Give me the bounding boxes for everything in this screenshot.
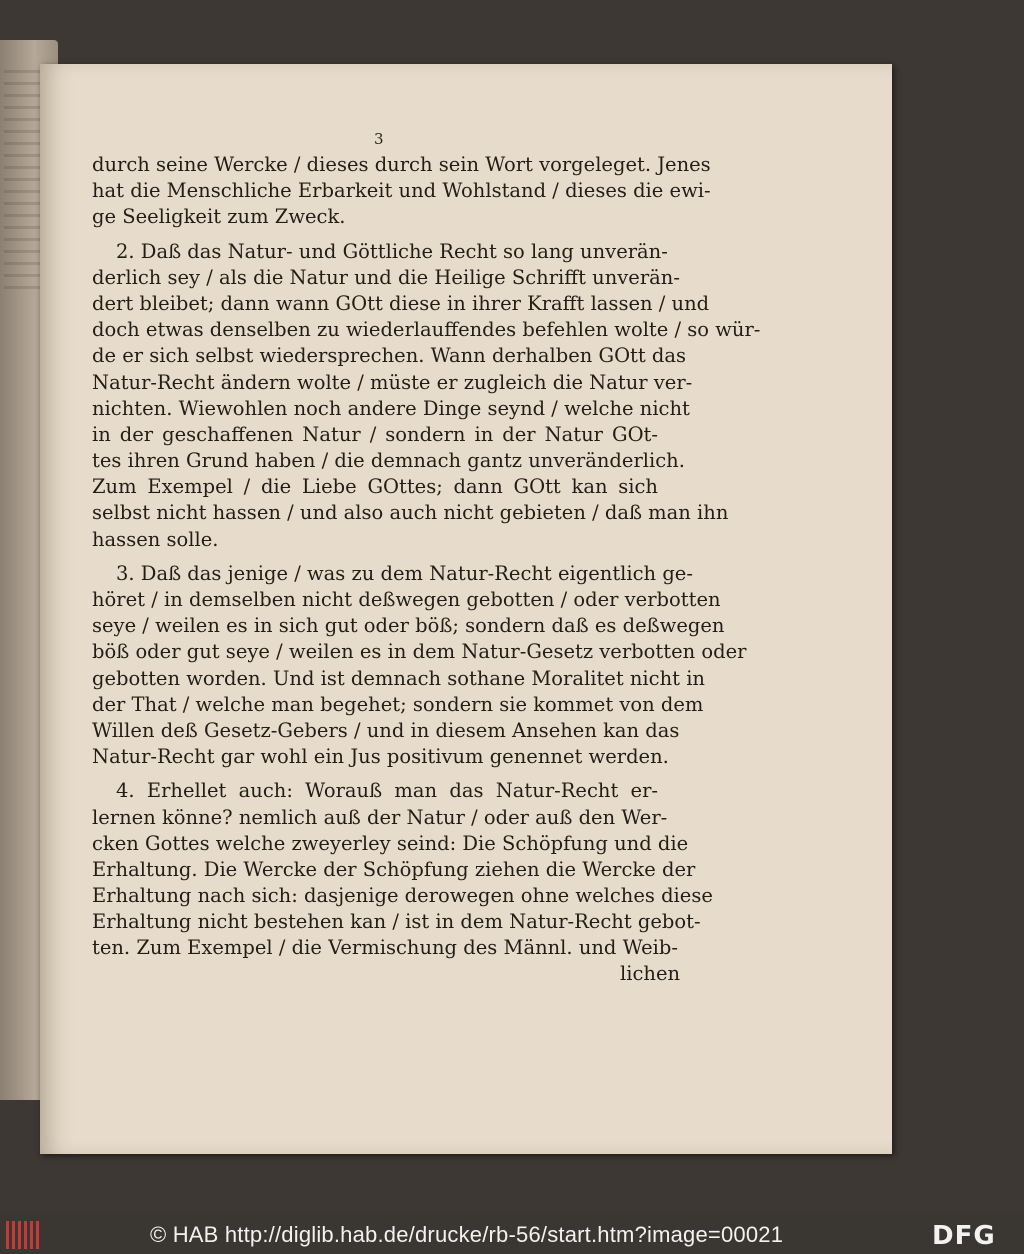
- text-line: Natur-Recht gar wohl ein Jus positivum genennet werden.: [92, 745, 669, 769]
- text-line: Erhaltung. Die Wercke der Schöpfung ziehen die Wercke der: [92, 857, 696, 881]
- dfg-logo: DFG: [932, 1221, 996, 1251]
- text-line: nichten. Wiewohlen noch andere Dinge seynd / welche nicht: [92, 396, 690, 420]
- catchword: lichen: [620, 962, 681, 985]
- text-line: seye / weilen es in sich gut oder böß; sondern daß es deßwegen: [92, 614, 725, 638]
- text-line: durch seine Wercke / dieses durch sein Wort vorgeleget. Jenes: [92, 153, 711, 176]
- text-line: ge Seeligkeit zum Zweck.: [92, 205, 346, 229]
- text-line: selbst nicht hassen / und also auch nicht gebieten / daß man ihn: [92, 501, 729, 525]
- text-line: cken Gottes welche zweyerley seind: Die Schöpfung und die: [92, 831, 689, 855]
- book-page: [40, 64, 892, 1154]
- text-line: Erhaltung nach sich: dasjenige derowegen ohne welches diese: [92, 884, 713, 908]
- page-number: 3: [374, 130, 384, 148]
- text-line: ten. Zum Exempel / die Vermischung des Männl. und Weib-: [92, 936, 678, 960]
- text-line: böß oder gut seye / weilen es in dem Natur-Gesetz verbotten oder: [92, 640, 747, 664]
- text-line: in der geschaffenen Natur / sondern in der Natur GOt-: [92, 422, 658, 446]
- text-line: tes ihren Grund haben / die demnach gantz unveränderlich.: [92, 449, 685, 473]
- text-line: 3. Daß das jenige / was zu dem Natur-Recht eigentlich ge-: [116, 561, 693, 585]
- text-line: 2. Daß das Natur- und Göttliche Recht so lang unverän-: [116, 239, 668, 263]
- text-line: de er sich selbst wiedersprechen. Wann derhalben GOtt das: [92, 344, 687, 368]
- text-line: lernen könne? nemlich auß der Natur / oder auß den Wer-: [92, 805, 668, 829]
- text-line: dert bleibet; dann wann GOtt diese in ihrer Krafft lassen / und: [92, 291, 710, 315]
- text-line: Erhaltung nicht bestehen kan / ist in dem Natur-Recht gebot-: [92, 910, 701, 934]
- previous-page-bleed: [4, 70, 44, 290]
- text-line: Natur-Recht ändern wolte / müste er zugleich die Natur ver-: [92, 370, 693, 394]
- copyright-link[interactable]: © HAB http://diglib.hab.de/drucke/rb-56/start.htm?image=00021: [150, 1222, 784, 1247]
- page-text: [92, 152, 761, 962]
- text-line: doch etwas denselben zu wiederlauffendes befehlen wolte / so wür-: [92, 318, 761, 342]
- text-line: 4. Erhellet auch: Worauß man das Natur-Recht er-: [116, 779, 658, 803]
- footer-bar: [0, 1215, 1024, 1254]
- text-line: höret / in demselben nicht deßwegen gebotten / oder verbotten: [92, 588, 721, 611]
- text-line: derlich sey / als die Natur und die Heilige Schrifft unverän-: [92, 265, 680, 289]
- text-line: Willen deß Gesetz-Gebers / und in diesem Ansehen kan das: [92, 718, 680, 742]
- text-line: hat die Menschliche Erbarkeit und Wohlstand / dieses die ewi-: [92, 179, 711, 203]
- text-line: Zum Exempel / die Liebe GOttes; dann GOtt kan sich: [92, 475, 658, 499]
- text-line: der That / welche man begehet; sondern sie kommet von dem: [92, 692, 704, 716]
- text-line: hassen solle.: [92, 527, 219, 551]
- text-line: gebotten worden. Und ist demnach sothane Moralitet nicht in: [92, 666, 705, 690]
- hab-logo-icon: [6, 1221, 42, 1249]
